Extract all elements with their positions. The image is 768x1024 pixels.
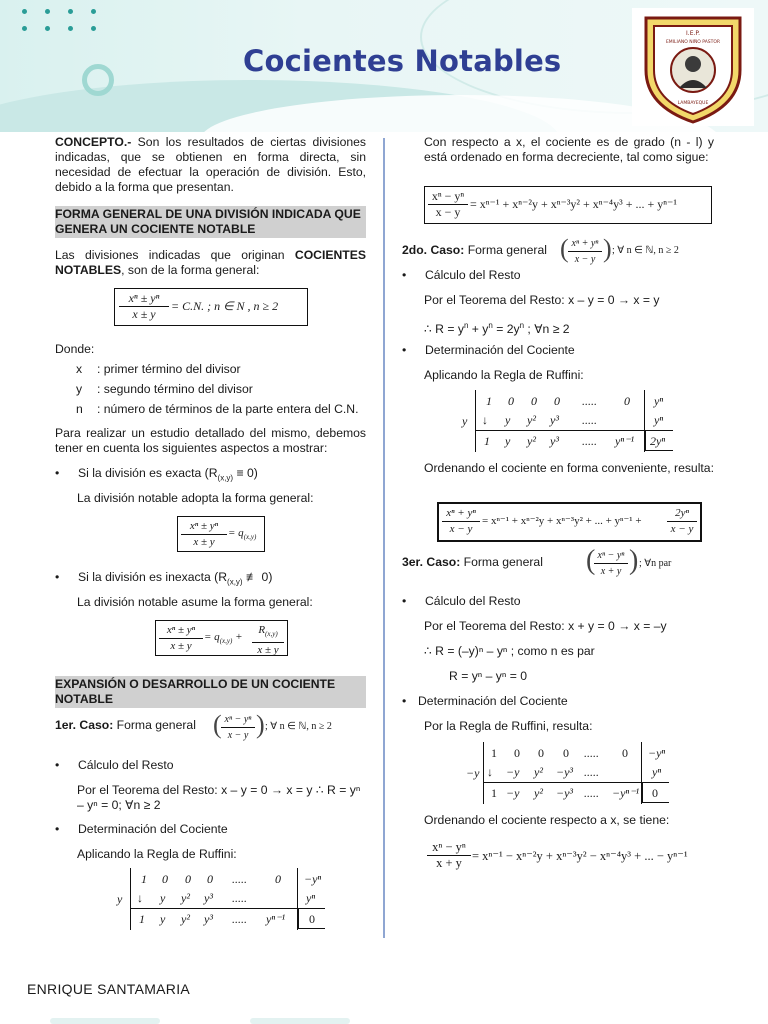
fraction-numerator: xⁿ − yⁿ [428,189,468,205]
formula-rhs-text: = q [228,527,244,539]
intro-text-end: , son de la forma general: [121,263,260,277]
ruffini-cell: ..... [232,891,247,905]
right-paren: ) [629,545,639,576]
ruffini-cell: y [160,912,166,926]
left-paren: ( [213,710,222,739]
ruffini-hline [644,450,673,451]
case2-remainder-result [424,318,570,337]
ruffini-divisor: −y [466,766,480,780]
case3-condition: ; ∀n par [639,558,672,569]
ruffini-cell: 0 [162,872,168,886]
fraction-numerator: xⁿ ± yⁿ [119,291,169,307]
case2-label: 2do. Caso: [402,243,465,257]
fraction-denominator: x ± y [132,307,156,321]
case2-line [402,243,547,258]
case1-line [55,718,196,733]
bullet-icon: • [55,822,60,836]
ruffini-cell: yⁿ [654,413,664,427]
definition-item [76,402,366,422]
decor-dot [22,26,27,31]
ruffini-cell: ..... [232,872,247,886]
case3-remainder-zero: R = yⁿ – yⁿ = 0 [449,669,527,683]
ruffini-cell: 1 [141,872,147,886]
decor-dot [45,26,50,31]
footer-decoration [250,1018,350,1024]
inexact-text-end: ≢ 0) [242,570,273,584]
remainder-numerator [252,623,284,643]
fraction-numerator: xⁿ ± yⁿ [181,519,227,535]
inexact-description: La división notable asume la forma general: [77,595,313,609]
fraction-denominator: x − y [449,523,473,535]
ruffini-cell: y³ [204,891,213,905]
remainder-fraction [252,623,284,658]
subscript: (x,y) [243,533,257,542]
fraction-numerator: xⁿ + yⁿ [442,506,480,522]
ruffini-cell: y [505,434,511,448]
case2-ruffini-text: Aplicando la Regla de Ruffini: [424,368,584,382]
ruffini-cell: 0 [622,746,628,760]
ruffini-cell: 1 [491,786,497,800]
decor-dot [45,9,50,14]
ruffini-hline [130,908,325,909]
fraction [428,189,468,220]
general-form-formula [114,288,308,326]
ruffini-cell: y³ [550,413,559,427]
ruffini-cell: −y [506,765,520,779]
ruffini-cell: ..... [584,765,599,779]
fraction-denominator: x − y [670,523,694,535]
fraction [442,506,480,537]
result-text: ; ∀n ≥ 2 [524,322,570,337]
intro-bold: COCIENTES NOTABLES [55,248,366,277]
definition-text: : primer término del divisor [97,362,241,376]
page-header [0,0,768,132]
ruffini-divisor: y [117,892,123,906]
case2-remainder-heading: Cálculo del Resto [425,268,521,282]
ruffini-cell: y² [534,786,543,800]
ruffini-cell: y³ [204,912,213,926]
case2-condition: ; ∀ n ∈ ℕ, n ≥ 2 [612,245,679,256]
ruffini-cell: ..... [584,746,599,760]
fraction-denominator: x + y [436,856,462,870]
ruffini-cell: 1 [484,434,490,448]
bullet-icon: • [55,758,60,772]
formula-rhs: = xⁿ⁻¹ + xⁿ⁻²y + xⁿ⁻³y² + xⁿ⁻⁴y³ + ... + yⁿ⁻¹ [470,197,677,211]
remainder-fraction [667,506,697,537]
ruffini-cell: yⁿ [654,394,664,408]
ruffini-cell: 0 [275,872,281,886]
ruffini-cell: 0 [538,746,544,760]
ruffini-cell: ..... [232,912,247,926]
case3-line [402,555,543,570]
concept-paragraph [55,135,366,195]
formula-rhs: = C.N. ; n ∈ N , n ≥ 2 [171,299,279,313]
exponent: n [488,321,493,330]
ruffini-cell: yⁿ [306,891,316,905]
ruffini-cell: ..... [582,413,597,427]
fraction-numerator: xⁿ − yⁿ [221,712,255,728]
decor-dot [68,26,73,31]
page-title: Cocientes Notables [243,44,562,78]
formula-quotient [204,630,243,649]
ruffini-cell: y² [181,891,190,905]
definition-text: : segundo término del divisor [97,382,253,396]
case3-order-text: Ordenando el cociente respecto a x, se tiene: [424,813,670,827]
concept-label: CONCEPTO.- [55,135,132,149]
definition-list [76,362,366,422]
case2-remainder-text: Por el Teorema del Resto: x – y = 0 → x = y [424,293,660,307]
ruffini-hline [641,802,669,803]
right-paren: ) [603,234,612,263]
decor-ring [82,64,114,96]
case1-label: 1er. Caso: [55,718,114,732]
ruffini-table-case2 [460,390,680,452]
case3-ruffini-text: Por la Regla de Ruffini, resulta: [424,719,593,733]
exact-formula [177,516,265,552]
fraction [221,712,255,743]
ruffini-cell: y² [527,413,536,427]
ruffini-vline [297,908,299,929]
ruffini-vline [475,390,476,452]
decor-dot [22,9,27,14]
ruffini-cell: ↓ [487,765,493,779]
formula-rhs: = xⁿ⁻¹ − xⁿ⁻²y + xⁿ⁻³y² − xⁿ⁻⁴y³ + ... − yⁿ⁻¹ [472,849,688,863]
decor-dot [91,26,96,31]
left-paren: ( [586,545,596,576]
school-logo [632,8,754,126]
subscript: (x,y) [219,637,233,646]
ruffini-cell: −yⁿ⁻¹ [612,786,640,800]
fraction-denominator: x − y [574,254,596,265]
school-crest-icon [632,8,754,126]
bullet-icon: • [55,466,60,480]
case2-order-text: Ordenando el cociente en forma conveniente, resulta: [424,461,714,475]
ruffini-cell: y² [527,434,536,448]
ruffini-cell: −yⁿ [304,872,322,886]
right-paren: ) [256,710,265,739]
ruffini-cell: y² [534,765,543,779]
fraction-numerator: 2yⁿ [667,506,697,522]
case3-remainder-text: Por el Teorema del Resto: x + y = 0 → x = –y [424,619,667,633]
ruffini-cell: 0 [563,746,569,760]
intro-text: Las divisiones indicadas que originan [55,248,295,262]
ruffini-divisor: y [462,414,468,428]
study-paragraph: Para realizar un estudio detallado del mismo, debemos tener en cuenta los siguientes aspectos a mostrar: [55,426,366,455]
definition-symbol: x [76,362,83,376]
decor-dot [91,9,96,14]
ruffini-vline [130,868,131,930]
case1-expansion-formula [424,186,712,224]
ruffini-cell: ..... [582,394,597,408]
case1-ruffini-text: Aplicando la Regla de Ruffini: [77,847,237,861]
quotient-text: = q [204,631,220,643]
ruffini-cell: 0 [185,872,191,886]
result-text: + y [468,322,489,337]
case3-label: 3er. Caso: [402,555,461,569]
ruffini-cell: −y³ [556,765,574,779]
fraction-denominator: x − y [227,730,249,741]
footer-decoration [50,1018,160,1024]
fraction [181,519,227,550]
degree-paragraph: Con respecto a x, el cociente es de grado (n - l) y está ordenado en forma decreciente, tal como sigue: [424,135,714,164]
definition-symbol: n [76,402,83,416]
exact-description: La división notable adopta la forma general: [77,491,314,505]
formula-rhs: = xⁿ⁻¹ + xⁿ⁻²y + xⁿ⁻³y² + ... + yⁿ⁻¹ + [482,515,642,527]
fraction [594,548,628,579]
fraction [119,291,169,322]
exponent: n [463,321,469,330]
definition-text: : número de términos de la parte entera del C.N. [97,402,359,416]
case2-quotient-heading: Determinación del Cociente [425,343,575,357]
decor-dot [68,9,73,14]
svg-text:EMILIANO NIÑO PASTOR: EMILIANO NIÑO PASTOR [665,40,721,45]
author-footer: ENRIQUE SANTAMARIA [27,981,191,997]
ruffini-cell: ↓ [137,891,143,905]
fraction-denominator: x + y [600,566,622,577]
case3-remainder-heading: Cálculo del Resto [425,594,521,608]
ruffini-cell: 0 [554,394,560,408]
ruffini-cell: y² [181,912,190,926]
ruffini-cell: yⁿ⁻¹ [266,912,286,926]
ruffini-cell: yⁿ [652,765,662,779]
case3-remainder-result: ∴ R = (–y)ⁿ – yⁿ ; como n es par [424,644,595,658]
ruffini-cell: 0 [652,786,658,800]
fraction [159,623,203,654]
ruffini-table-case1 [115,868,335,930]
case3-expansion-formula [427,840,717,876]
case3-text: Forma general [460,555,543,569]
case3-quotient-heading: Determinación del Cociente [418,694,568,708]
subscript: (x,y) [227,577,243,587]
ruffini-cell: yⁿ⁻¹ [615,434,635,448]
plus-sign: + [235,631,243,643]
ruffini-cell: y [160,891,166,905]
ruffini-cell: ↓ [482,413,488,427]
definition-item [76,362,366,382]
ruffini-cell: −y³ [556,786,574,800]
bullet-icon: • [55,570,60,584]
fraction-numerator: xⁿ − yⁿ [427,840,471,856]
exact-text-end: ≡ 0) [233,466,258,480]
ruffini-cell: 0 [508,394,514,408]
fraction-numerator: xⁿ ± yⁿ [159,623,203,639]
remainder-symbol: R [258,624,266,636]
case1-quotient-heading: Determinación del Cociente [78,822,228,836]
case1-remainder-text: Por el Teorema del Resto: x – y = 0 → x = y ∴ R = yⁿ – yⁿ = 0; ∀n ≥ 2 [77,783,361,812]
subscript: (x,y) [265,630,278,639]
ruffini-cell: ..... [582,434,597,448]
ruffini-cell: −yⁿ [648,746,666,760]
ruffini-cell: ..... [584,786,599,800]
result-text: = 2y [492,322,520,337]
fraction-denominator: x ± y [257,644,279,657]
svg-text:I.E.P.: I.E.P. [686,30,700,37]
section-heading-expansion: EXPANSIÓN O DESARROLLO DE UN COCIENTE NOTABLE [55,676,366,708]
ruffini-vline [483,742,484,804]
donde-label: Donde: [55,342,95,356]
ruffini-cell: 0 [624,394,630,408]
left-paren: ( [560,234,569,263]
exact-text: Si la división es exacta (R [78,466,218,480]
ruffini-cell: 0 [207,872,213,886]
case1-remainder-heading: Cálculo del Resto [78,758,174,772]
ruffini-cell: 0 [514,746,520,760]
ruffini-cell: y³ [550,434,559,448]
fraction-denominator: x ± y [170,640,192,652]
definition-item [76,382,366,402]
fraction-denominator: x ± y [193,536,215,548]
fraction-numerator: xⁿ − yⁿ [594,548,628,564]
ruffini-cell: 0 [309,912,315,926]
bullet-icon: • [402,594,407,608]
ruffini-cell: 1 [139,912,145,926]
fraction [427,840,471,871]
definition-symbol: y [76,382,83,396]
case2-text: Forma general [464,243,547,257]
bullet-icon: • [402,343,407,357]
ruffini-hline [297,928,325,929]
ruffini-table-case3 [466,742,676,804]
ruffini-cell: 1 [486,394,492,408]
ruffini-vline [644,430,646,451]
fraction-numerator: xⁿ + yⁿ [568,236,602,252]
ruffini-vline [641,782,643,803]
subscript: (x,y) [217,473,234,483]
ruffini-cell: −y [506,786,520,800]
ruffini-cell: 2yⁿ [650,434,666,448]
intro-paragraph [55,248,366,278]
case2-expansion-formula [437,502,702,542]
exponent: n [519,321,525,330]
inexact-text: Si la división es inexacta (R [78,570,228,584]
fraction [568,236,602,267]
inexact-division-item [78,570,272,589]
result-text: ∴ R = y [424,322,464,337]
bullet-icon: • [402,268,407,282]
fraction-denominator: x − y [435,205,461,219]
inexact-formula [155,620,288,656]
bullet-icon: • [402,694,407,708]
ruffini-cell: 0 [531,394,537,408]
case1-condition: ; ∀ n ∈ ℕ, n ≥ 2 [265,721,332,732]
svg-text:LAMBAYEQUE: LAMBAYEQUE [677,101,709,106]
case1-text: Forma general [113,718,196,732]
exact-division-item [78,466,258,485]
ruffini-cell: y [505,413,511,427]
formula-rhs [228,526,256,545]
ruffini-cell: 1 [491,746,497,760]
concept-text: Son los resultados de ciertas divisiones indicadas, que se obtienen en forma directa, sin necesidad de efectuar la operación de división. Esto, debido a la forma que presentan. [55,135,366,194]
column-divider [383,138,385,938]
section-heading-general-form: FORMA GENERAL DE UNA DIVISIÓN INDICADA QUE GENERA UN COCIENTE NOTABLE [55,206,366,238]
